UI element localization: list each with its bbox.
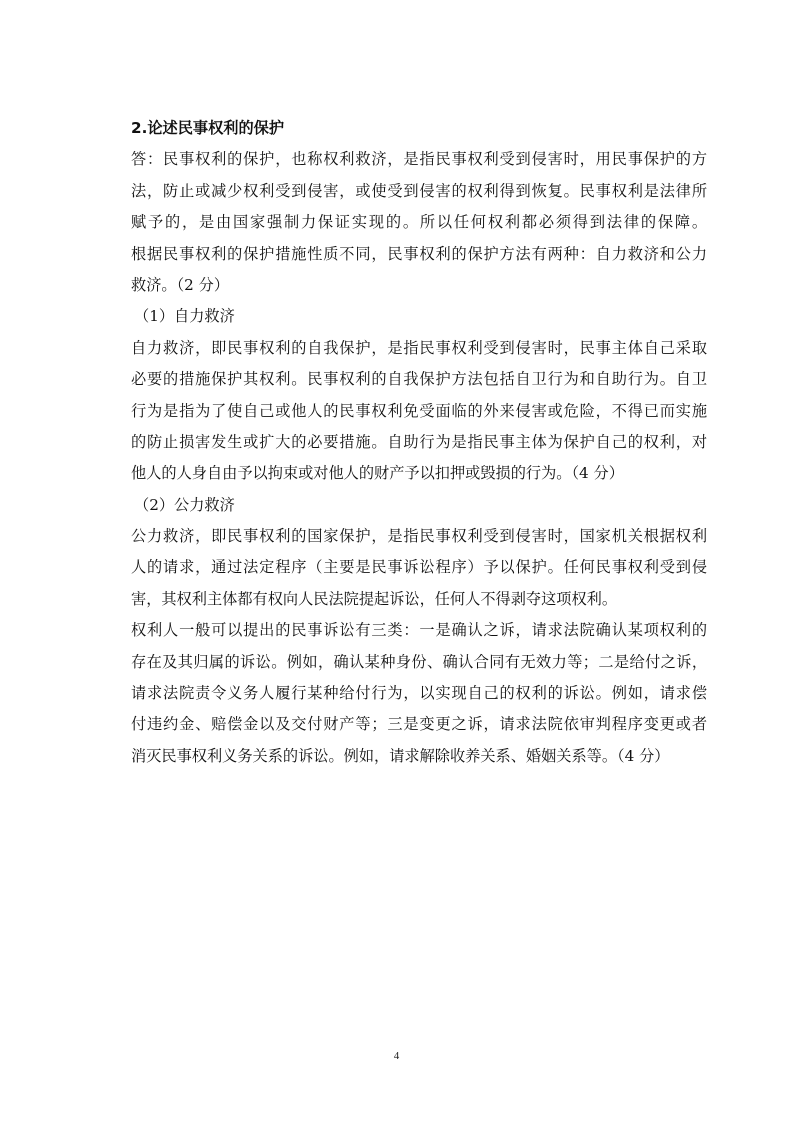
subheading-line: （2）公力救济 <box>134 495 235 514</box>
text-line: 请求法院责令义务人履行某种给付行为，以实现自己的权利的诉讼。例如，请求偿 <box>131 684 707 703</box>
lawsuit-types-paragraph <box>131 615 707 772</box>
subheading-line: （1）自力救济 <box>134 307 235 326</box>
public-remedy-subheading <box>131 490 707 521</box>
question-heading: 2.论述民事权利的保护 <box>131 119 285 137</box>
text-line: 必要的措施保护其权利。民事权利的自我保护方法包括自卫行为和自助行为。自卫 <box>131 370 707 389</box>
text-line: 存在及其归属的诉讼。例如，确认某种身份、确认合同有无效力等；二是给付之诉， <box>131 652 707 671</box>
public-remedy-paragraph <box>131 521 707 615</box>
text-line: 赋予的，是由国家强制力保证实现的。所以任何权利都必须得到法律的保障。 <box>131 213 707 232</box>
text-line: 自力救济，即民事权利的自我保护，是指民事权利受到侵害时，民事主体自己采取 <box>131 338 707 357</box>
text-line: 权利人一般可以提出的民事诉讼有三类：一是确认之诉，请求法院确认某项权利的 <box>131 621 707 640</box>
text-line: 法，防止或减少权利受到侵害，或使受到侵害的权利得到恢复。民事权利是法律所 <box>131 181 707 200</box>
text-line: 救济。（2 分） <box>131 275 230 294</box>
text-line: 他人的人身自由予以拘束或对他人的财产予以扣押或毁损的行为。（4 分） <box>131 464 624 483</box>
text-line: 消灭民事权利义务关系的诉讼。例如，请求解除收养关系、婚姻关系等。（4 分） <box>131 746 670 765</box>
text-line: 付违约金、赔偿金以及交付财产等；三是变更之诉，请求法院依审判程序变更或者 <box>131 715 707 734</box>
document-body <box>131 113 707 772</box>
text-line: 行为是指为了使自己或他人的民事权利免受面临的外来侵害或危险，不得已而实施 <box>131 401 707 420</box>
text-line: 答：民事权利的保护，也称权利救济，是指民事权利受到侵害时，用民事保护的方 <box>131 150 707 169</box>
answer-paragraph <box>131 144 707 301</box>
text-line: 人的请求，通过法定程序（主要是民事诉讼程序）予以保护。任何民事权利受到侵 <box>131 558 707 577</box>
text-line: 的防止损害发生或扩大的必要措施。自助行为是指民事主体为保护自己的权利，对 <box>131 432 707 451</box>
text-line: 根据民事权利的保护措施性质不同，民事权利的保护方法有两种：自力救济和公力 <box>131 244 707 263</box>
self-help-paragraph <box>131 333 707 490</box>
text-line: 害，其权利主体都有权向人民法院提起诉讼，任何人不得剥夺这项权利。 <box>131 589 617 608</box>
self-help-subheading <box>131 301 707 332</box>
page-number: 4 <box>393 1050 400 1062</box>
text-line: 公力救济，即民事权利的国家保护，是指民事权利受到侵害时，国家机关根据权利 <box>131 527 707 546</box>
